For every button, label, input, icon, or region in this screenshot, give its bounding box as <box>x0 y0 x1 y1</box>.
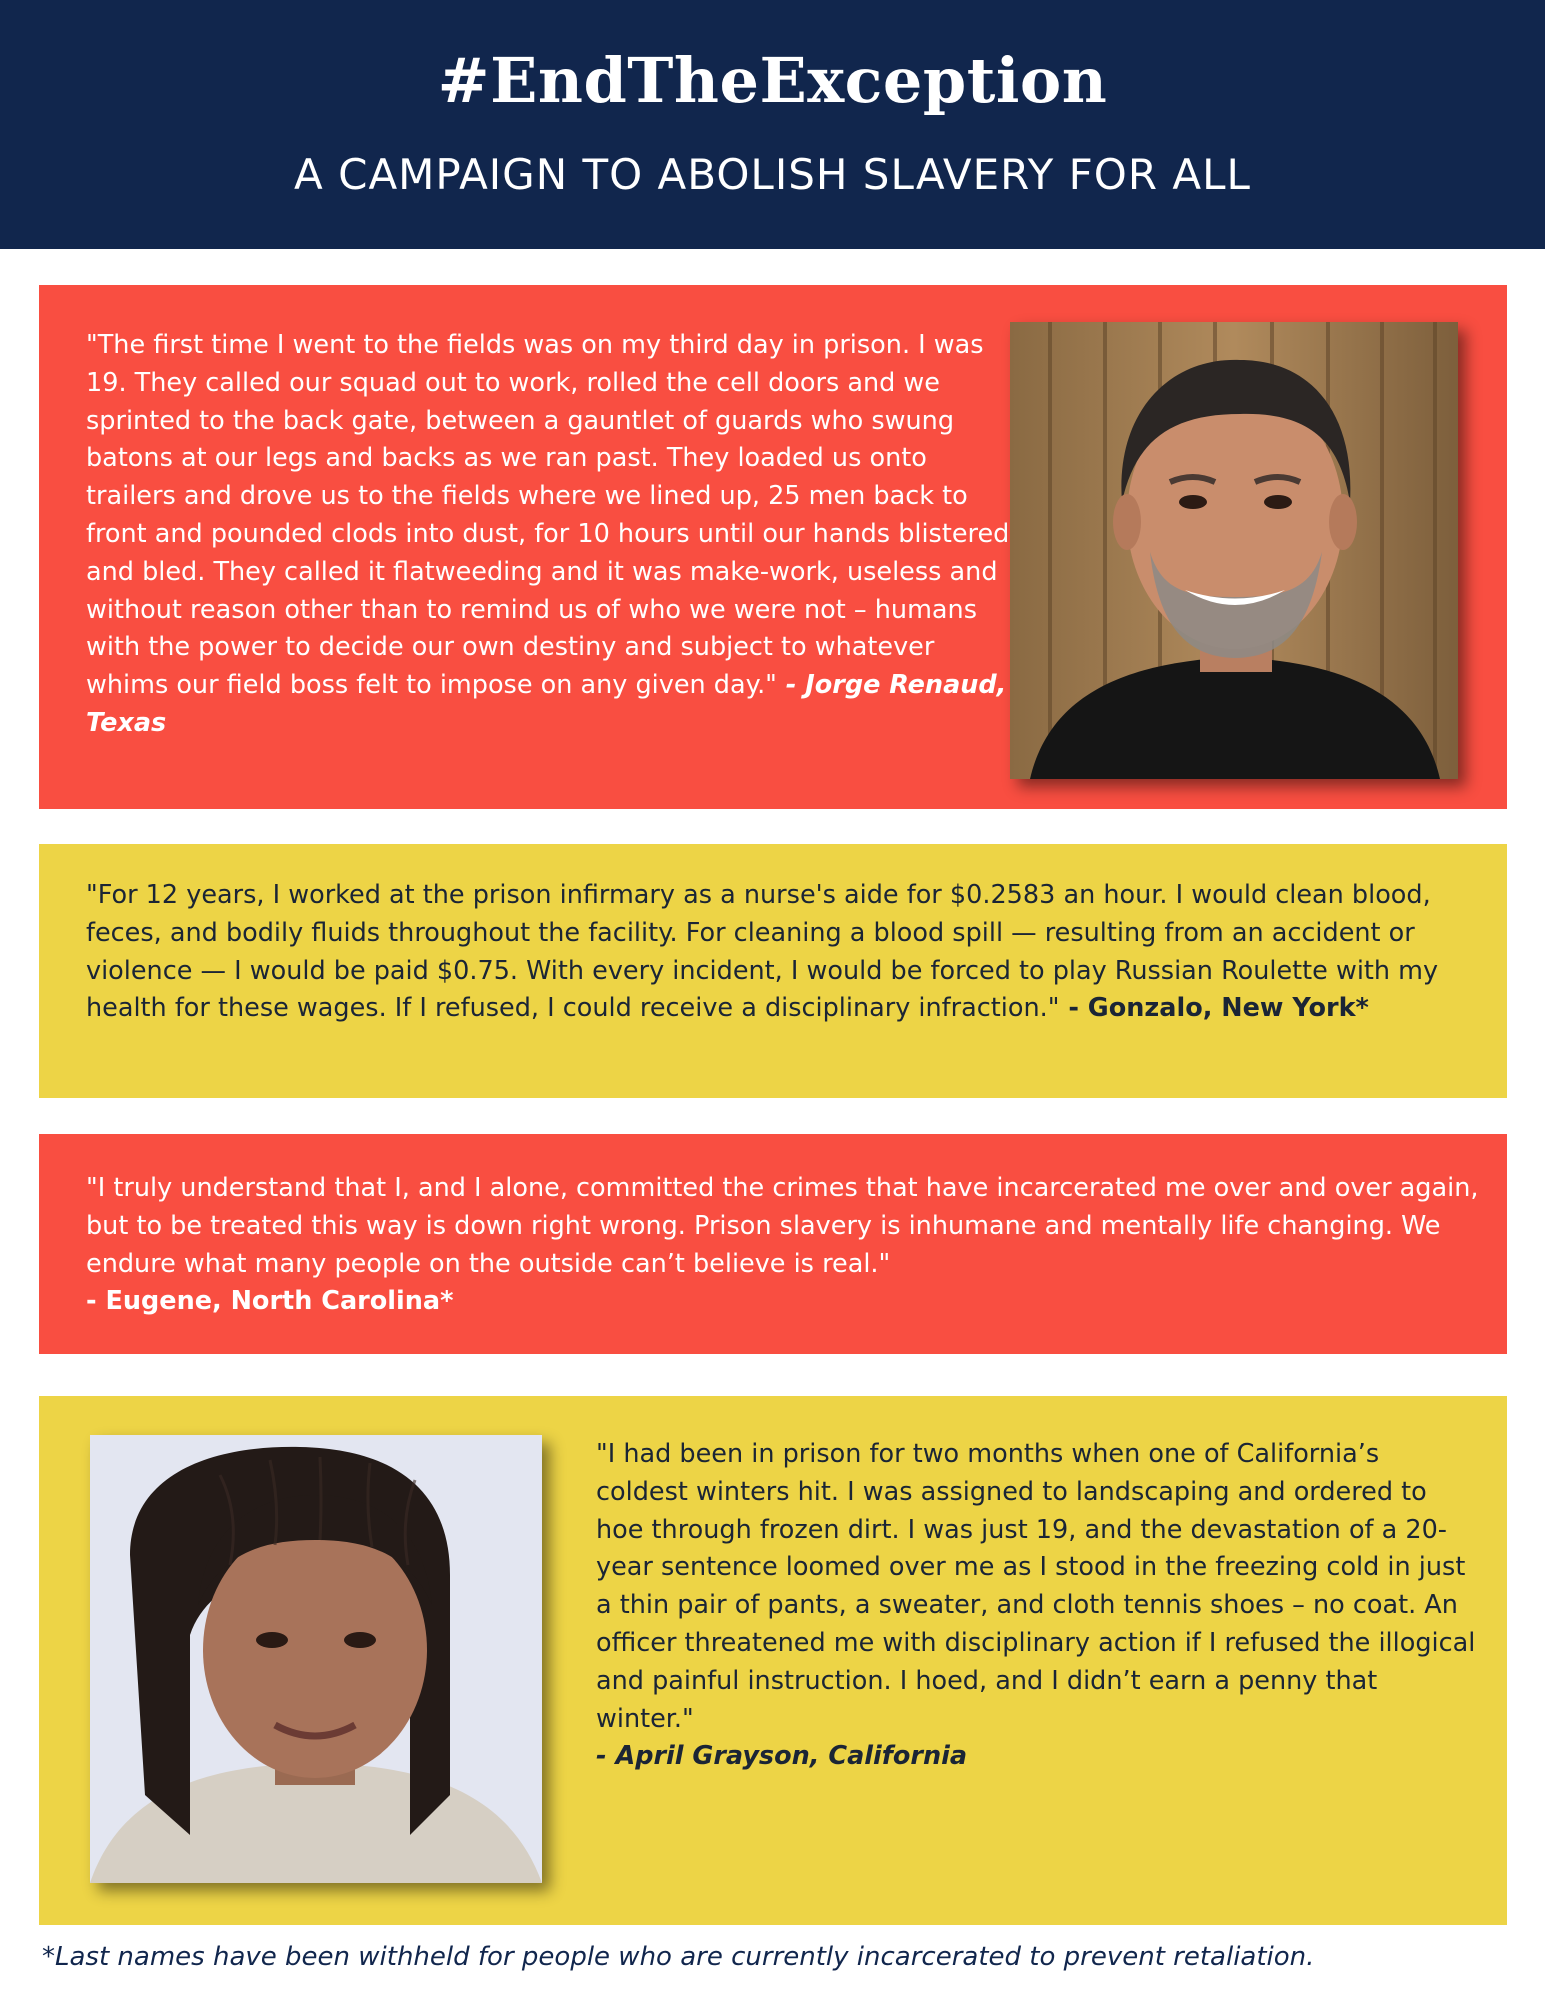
portrait-man-illustration <box>1010 322 1458 779</box>
quote-text-gonzalo <box>86 877 1481 1028</box>
portrait-woman-illustration <box>90 1435 542 1883</box>
quote-body: "For 12 years, I worked at the prison infirmary as a nurse's aide for $0.2583 an hour. I would clean blood, feces, and bodily fluids throughout the facility. For cleaning a blood spill — resulting from an accident or violence — I would be paid $0.75. With every incident, I would be forced to play Russian Roulette with my health for these wages. If I refused, I could receive a disciplinary infraction." <box>86 880 1439 1024</box>
quote-card-eugene <box>39 1134 1507 1354</box>
quote-attribution: - April Grayson, California <box>596 1741 968 1772</box>
quote-attribution: - Eugene, North Carolina* <box>86 1286 454 1317</box>
quote-card-jorge <box>39 285 1507 809</box>
quote-attribution: - Gonzalo, New York* <box>1059 993 1369 1024</box>
photo-jorge-renaud <box>1010 322 1458 779</box>
quote-attribution: - Jorge Renaud, Texas <box>86 670 1007 738</box>
header-banner <box>0 0 1545 249</box>
quote-text-eugene <box>86 1170 1481 1321</box>
quote-card-gonzalo <box>39 844 1507 1098</box>
photo-april-grayson <box>90 1435 542 1883</box>
quote-text-april <box>596 1436 1476 1776</box>
quote-body: "The first time I went to the fields was on my third day in prison. I was 19. They called our squad out to work, rolled the cell doors and we sprinted to the back gate, between a gauntlet of guards who swung batons at our legs and backs as we ran past. They loaded us onto trailers and drove us to the fields where we lined up, 25 men back to front and pounded clods into dust, for 10 hours until our hands blistered and bled. They called it flatweeding and it was make-work, useless and without reason other than to remind us of who we were not – humans with the power to decide our own destiny and subject to whatever whims our field boss felt to impose on any given day." <box>86 330 1010 701</box>
footnote: *Last names have been withheld for people who are currently incarcerated to prevent retaliation. <box>42 1942 1315 1972</box>
quote-body: "I had been in prison for two months when one of California’s coldest winters hit. I was assigned to landscaping and ordered to hoe through frozen dirt. I was just 19, and the devastation of a 20-year sentence loomed over me as I stood in the freezing cold in just a thin pair of pants, a sweater, and cloth tennis shoes – no coat. An officer threatened me with disciplinary action if I refused the illogical and painful instruction. I hoed, and I didn’t earn a penny that winter." <box>596 1439 1476 1734</box>
quote-body: "I truly understand that I, and I alone, committed the crimes that have incarcerated me over and over again, but to be treated this way is down right wrong. Prison slavery is inhumane and mentally life changing. We endure what many people on the outside can’t believe is real." <box>86 1173 1479 1279</box>
campaign-title: #EndTheException <box>437 44 1108 117</box>
quote-card-april <box>39 1396 1507 1925</box>
quote-text-jorge <box>86 327 1011 743</box>
campaign-subtitle: A CAMPAIGN TO ABOLISH SLAVERY FOR ALL <box>294 150 1251 199</box>
